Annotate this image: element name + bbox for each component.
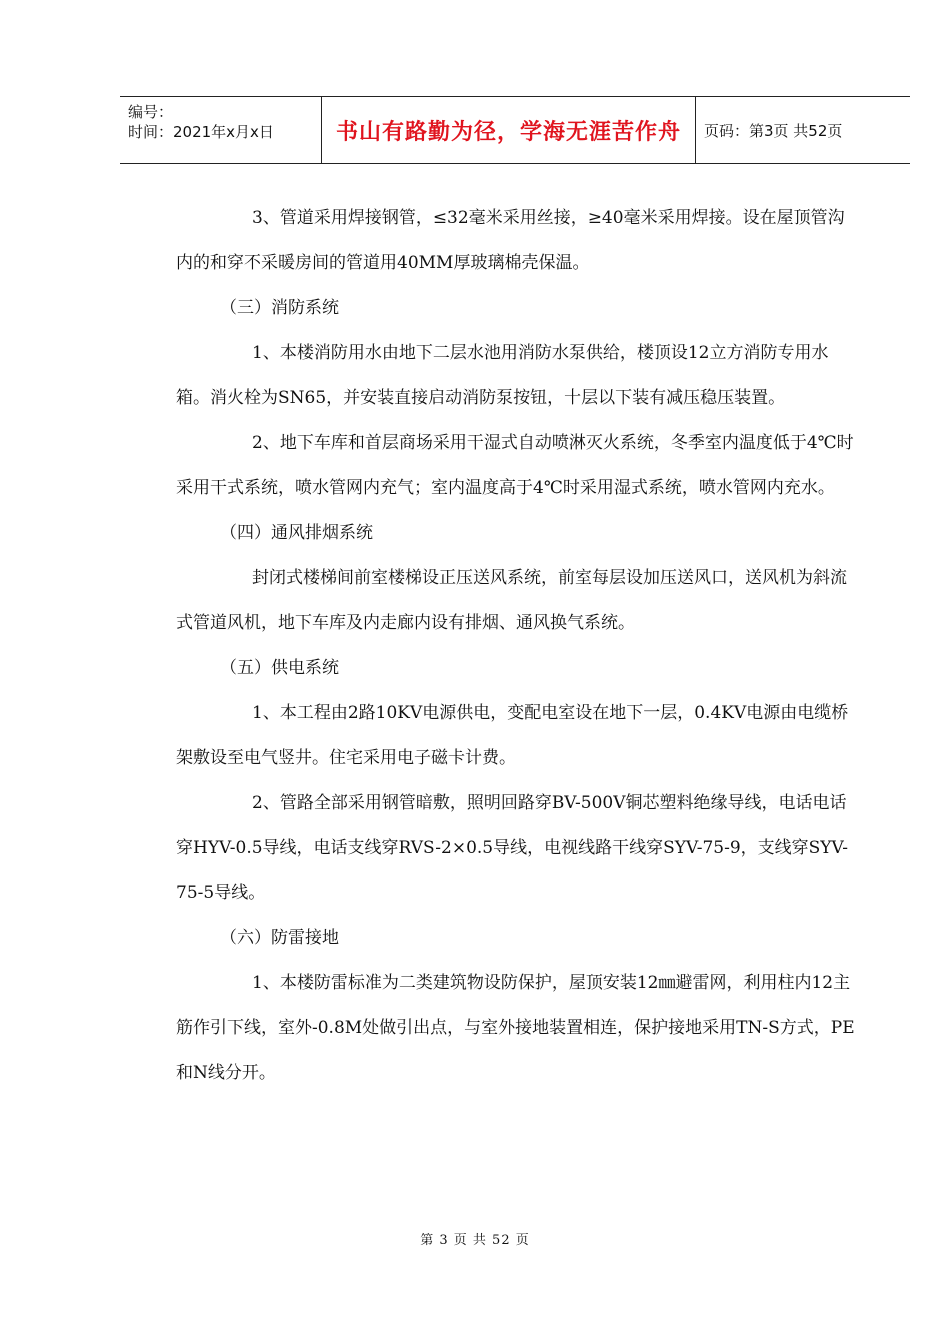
heading-ventilation: （四）通风排烟系统 (220, 523, 373, 543)
paragraph-ventilation: 封闭式楼梯间前室楼梯设正压送风系统，前室每层设加压送风口，送风机为斜流式管道风机，地下车库及内走廊内设有排烟、通风换气系统。 (176, 568, 847, 633)
page-footer (0, 1229, 950, 1248)
paragraph-sprinkler: 2、地下车库和首层商场采用干湿式自动喷淋灭火系统，冬季室内温度低于4℃时采用干式系统，喷水管网内充气；室内温度高于4℃时采用湿式系统，喷水管网内充水。 (176, 433, 854, 498)
code-label: 编号： (128, 103, 174, 121)
paragraph-wiring: 2、管路全部采用钢管暗敷，照明回路穿BV-500V铜芯塑料绝缘导线，电话电话穿HYV-0.5导线，电话支线穿RVS-2×0.5导线，电视线路干线穿SYV-75-9，支线穿SYV-75-5导线。 (176, 793, 848, 903)
heading-power-supply: （五）供电系统 (220, 658, 339, 678)
heading-fire-system: （三）消防系统 (220, 298, 339, 318)
paragraph-fire-water: 1、本楼消防用水由地下二层水池用消防水泵供给，楼顶设12立方消防专用水箱。消火栓为SN65，并安装直接启动消防泵按钮，十层以下装有减压稳压装置。 (176, 343, 829, 408)
header-page-cell (696, 97, 910, 163)
footer-page-number: 第 3 页 共 52 页 (420, 1233, 530, 1248)
paragraph-lightning: 1、本楼防雷标准为二类建筑物设防保护，屋顶安装12㎜避雷网，利用柱内12主筋作引下线，室外-0.8M处做引出点，与室外接地装置相连，保护接地采用TN-S方式，PE和N线分开。 (176, 973, 855, 1083)
paragraph-power-source: 1、本工程由2路10KV电源供电，变配电室设在地下一层，0.4KV电源由电缆桥架敷设至电气竖井。住宅采用电子磁卡计费。 (176, 703, 849, 768)
motto-text: 书山有路勤为径，学海无涯苦作舟 (335, 119, 681, 145)
header-meta (120, 97, 322, 163)
page-info: 页码：第3页 共52页 (704, 121, 843, 140)
header-motto-cell (322, 97, 696, 163)
document-body (176, 196, 856, 1096)
heading-lightning: （六）防雷接地 (220, 928, 339, 948)
paragraph-pipe-welding: 3、管道采用焊接钢管，≤32毫米采用丝接，≥40毫米采用焊接。设在屋顶管沟内的和穿不采暖房间的管道用40MM厚玻璃棉壳保温。 (176, 208, 845, 273)
time-label: 时间：2021年x月x日 (128, 123, 274, 141)
document-header (120, 96, 910, 164)
